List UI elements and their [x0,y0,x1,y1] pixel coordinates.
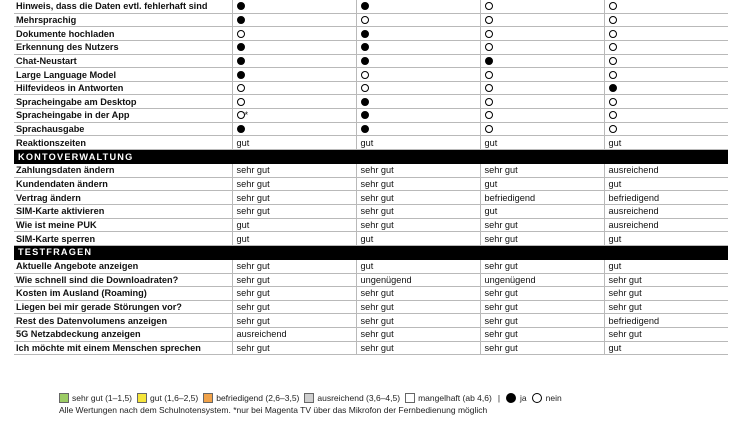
grade-cell: gut [356,232,480,246]
nein-dot-icon [237,111,245,119]
grade-cell: sehr gut [356,287,480,301]
filled-dot-icon [232,54,356,68]
section-title: TESTFRAGEN [14,245,728,259]
row-label: SIM-Karte sperren [14,232,232,246]
empty-dot-icon [480,81,604,95]
nein-dot-icon [485,16,493,24]
grade-cell: sehr gut [232,191,356,205]
footnote: Alle Wertungen nach dem Schulnotensystem. *nur bei Magenta TV über das Mikrofon der Fernbedienung möglich [59,405,488,415]
nein-dot-icon [609,71,617,79]
filled-dot-icon [506,393,516,403]
grade-cell: ausreichend [604,218,728,232]
nein-dot-icon [609,125,617,133]
grade-cell: sehr gut [480,314,604,328]
empty-dot-icon [604,95,728,109]
ja-dot-icon [237,2,245,10]
row-label: Liegen bei mir gerade Störungen vor? [14,300,232,314]
row-label: Hinweis, dass die Daten evtl. fehlerhaft sind [14,0,232,13]
table-row [14,204,728,218]
row-label: Rest des Datenvolumens anzeigen [14,314,232,328]
empty-dot-icon [480,122,604,136]
empty-dot-icon [480,0,604,13]
table-row [14,27,728,41]
row-label: Sprachausgabe [14,122,232,136]
empty-dot-icon [356,13,480,27]
filled-dot-icon [356,0,480,13]
grade-cell: gut [480,177,604,191]
table-row [14,81,728,95]
grade-cell: sehr gut [356,341,480,355]
row-label: Spracheingabe in der App [14,109,232,123]
section-kontoverwaltung [14,150,728,164]
table-row [14,191,728,205]
comparison-table [14,0,728,355]
table-row [14,0,728,13]
grade-cell: sehr gut [480,328,604,342]
ja-dot-icon [361,43,369,51]
ja-dot-icon [361,2,369,10]
row-label: Kundendaten ändern [14,177,232,191]
grade-cell: gut [232,218,356,232]
grade-cell: sehr gut [480,341,604,355]
table-row [14,300,728,314]
section-title: KONTOVERWALTUNG [14,150,728,164]
nein-dot-icon [485,43,493,51]
empty-dot-icon [480,27,604,41]
nein-dot-icon [609,57,617,65]
empty-dot-icon [604,122,728,136]
ja-dot-icon [237,125,245,133]
comparison-table-body [14,0,728,355]
empty-dot-icon [232,27,356,41]
table-row [14,122,728,136]
grade-cell: sehr gut [480,287,604,301]
grade-cell: gut [480,136,604,150]
grade-cell: ausreichend [604,164,728,178]
filled-dot-icon [356,122,480,136]
footnote-marker: * [244,110,249,121]
legend-ausreichend: ausreichend (3,6–4,5) [304,393,400,403]
empty-dot-icon [356,68,480,82]
empty-dot-icon [480,13,604,27]
grade-cell: sehr gut [356,164,480,178]
grade-cell: sehr gut [232,259,356,273]
filled-dot-icon [356,109,480,123]
filled-dot-icon [232,40,356,54]
nein-dot-icon [485,30,493,38]
row-label: Chat-Neustart [14,54,232,68]
table-row [14,177,728,191]
filled-dot-icon [604,81,728,95]
grade-cell: gut [604,136,728,150]
grade-cell: gut [232,136,356,150]
legend-nein: nein [532,393,562,403]
nein-dot-icon [609,111,617,119]
empty-dot-icon [604,13,728,27]
legend-sehr-gut: sehr gut (1–1,5) [59,393,132,403]
grade-cell: sehr gut [232,177,356,191]
grade-cell: sehr gut [480,164,604,178]
grade-cell: sehr gut [232,341,356,355]
grade-cell: ungenügend [356,273,480,287]
grade-cell: befriedigend [480,191,604,205]
row-label: Large Language Model [14,68,232,82]
table-row [14,273,728,287]
empty-dot-icon [480,68,604,82]
empty-dot-icon [532,393,542,403]
row-label: Kosten im Ausland (Roaming) [14,287,232,301]
nein-dot-icon [485,71,493,79]
table-row [14,218,728,232]
grade-cell: sehr gut [232,287,356,301]
nein-dot-icon [361,16,369,24]
grade-cell: gut [604,232,728,246]
empty-dot-icon [232,109,356,123]
grade-cell: sehr gut [232,300,356,314]
table-row [14,109,728,123]
table-row [14,164,728,178]
nein-dot-icon [609,2,617,10]
grade-cell: sehr gut [480,232,604,246]
ja-dot-icon [361,111,369,119]
grade-cell: sehr gut [356,314,480,328]
grade-cell: befriedigend [604,314,728,328]
grade-cell: sehr gut [232,164,356,178]
grade-cell: sehr gut [356,204,480,218]
empty-dot-icon [480,109,604,123]
empty-dot-icon [480,40,604,54]
grade-cell: sehr gut [604,273,728,287]
empty-dot-icon [604,27,728,41]
nein-dot-icon [609,43,617,51]
nein-dot-icon [485,84,493,92]
grade-cell: ausreichend [604,204,728,218]
table-row [14,328,728,342]
grade-cell: sehr gut [480,259,604,273]
filled-dot-icon [356,54,480,68]
filled-dot-icon [232,122,356,136]
row-label: Aktuelle Angebote anzeigen [14,259,232,273]
grade-cell: gut [480,204,604,218]
grade-cell: gut [232,232,356,246]
filled-dot-icon [232,68,356,82]
section-testfragen [14,245,728,259]
empty-dot-icon [356,81,480,95]
row-label: SIM-Karte aktivieren [14,204,232,218]
legend-ja: ja [506,393,527,403]
empty-dot-icon [604,68,728,82]
filled-dot-icon [480,54,604,68]
empty-dot-icon [232,81,356,95]
filled-dot-icon [232,0,356,13]
grade-cell: gut [356,136,480,150]
ja-dot-icon [237,16,245,24]
ja-dot-icon [237,43,245,51]
row-label: 5G Netzabdeckung anzeigen [14,328,232,342]
grade-cell: sehr gut [356,300,480,314]
grade-cell: ungenügend [480,273,604,287]
nein-dot-icon [485,111,493,119]
sehr-gut-swatch [59,393,69,403]
row-label: Dokumente hochladen [14,27,232,41]
empty-dot-icon [604,40,728,54]
ja-dot-icon [361,30,369,38]
nein-dot-icon [361,84,369,92]
ja-dot-icon [237,57,245,65]
grade-cell: sehr gut [604,328,728,342]
table-row [14,40,728,54]
grade-cell: sehr gut [356,328,480,342]
grade-cell: gut [604,177,728,191]
empty-dot-icon [604,0,728,13]
ja-dot-icon [485,57,493,65]
table-row [14,341,728,355]
table-row [14,314,728,328]
row-label: Vertrag ändern [14,191,232,205]
grade-cell: sehr gut [480,300,604,314]
mangelhaft-swatch [405,393,415,403]
grade-cell: sehr gut [232,314,356,328]
empty-dot-icon [232,95,356,109]
table-row [14,287,728,301]
grade-cell: befriedigend [604,191,728,205]
row-label: Zahlungsdaten ändern [14,164,232,178]
nein-dot-icon [237,98,245,106]
filled-dot-icon [356,95,480,109]
grade-cell: sehr gut [604,287,728,301]
table-row [14,54,728,68]
nein-dot-icon [361,71,369,79]
empty-dot-icon [604,109,728,123]
grade-cell: sehr gut [356,177,480,191]
empty-dot-icon [604,54,728,68]
legend-separator: | [497,393,501,403]
ja-dot-icon [609,84,617,92]
nein-dot-icon [609,98,617,106]
row-label: Reaktionszeiten [14,136,232,150]
table-row [14,259,728,273]
row-label: Wie ist meine PUK [14,218,232,232]
grade-cell: gut [604,341,728,355]
nein-dot-icon [237,30,245,38]
row-label: Erkennung des Nutzers [14,40,232,54]
row-label: Mehrsprachig [14,13,232,27]
legend-mangelhaft: mangelhaft (ab 4,6) [405,393,492,403]
legend-befriedigend: befriedigend (2,6–3,5) [203,393,299,403]
filled-dot-icon [356,27,480,41]
nein-dot-icon [485,2,493,10]
ja-dot-icon [361,98,369,106]
grade-cell: sehr gut [232,204,356,218]
row-label: Hilfevideos in Antworten [14,81,232,95]
nein-dot-icon [485,125,493,133]
nein-dot-icon [609,16,617,24]
befriedigend-swatch [203,393,213,403]
grade-cell: gut [356,259,480,273]
ausreichend-swatch [304,393,314,403]
filled-dot-icon [232,13,356,27]
table-row [14,68,728,82]
table-row [14,13,728,27]
row-label: Ich möchte mit einem Menschen sprechen [14,341,232,355]
nein-dot-icon [237,84,245,92]
filled-dot-icon [356,40,480,54]
ja-dot-icon [237,71,245,79]
nein-dot-icon [609,30,617,38]
ja-dot-icon [361,125,369,133]
row-label: Spracheingabe am Desktop [14,95,232,109]
empty-dot-icon [480,95,604,109]
grade-cell: gut [604,259,728,273]
grade-cell: ausreichend [232,328,356,342]
table-row [14,232,728,246]
gut-swatch [137,393,147,403]
ja-dot-icon [361,57,369,65]
grade-cell: sehr gut [604,300,728,314]
grade-cell: sehr gut [356,191,480,205]
table-row [14,95,728,109]
grade-cell: sehr gut [356,218,480,232]
grade-cell: sehr gut [480,218,604,232]
legend-gut: gut (1,6–2,5) [137,393,198,403]
grade-cell: sehr gut [232,273,356,287]
row-label: Wie schnell sind die Downloadraten? [14,273,232,287]
nein-dot-icon [485,98,493,106]
grade-legend [59,393,567,403]
table-row [14,136,728,150]
